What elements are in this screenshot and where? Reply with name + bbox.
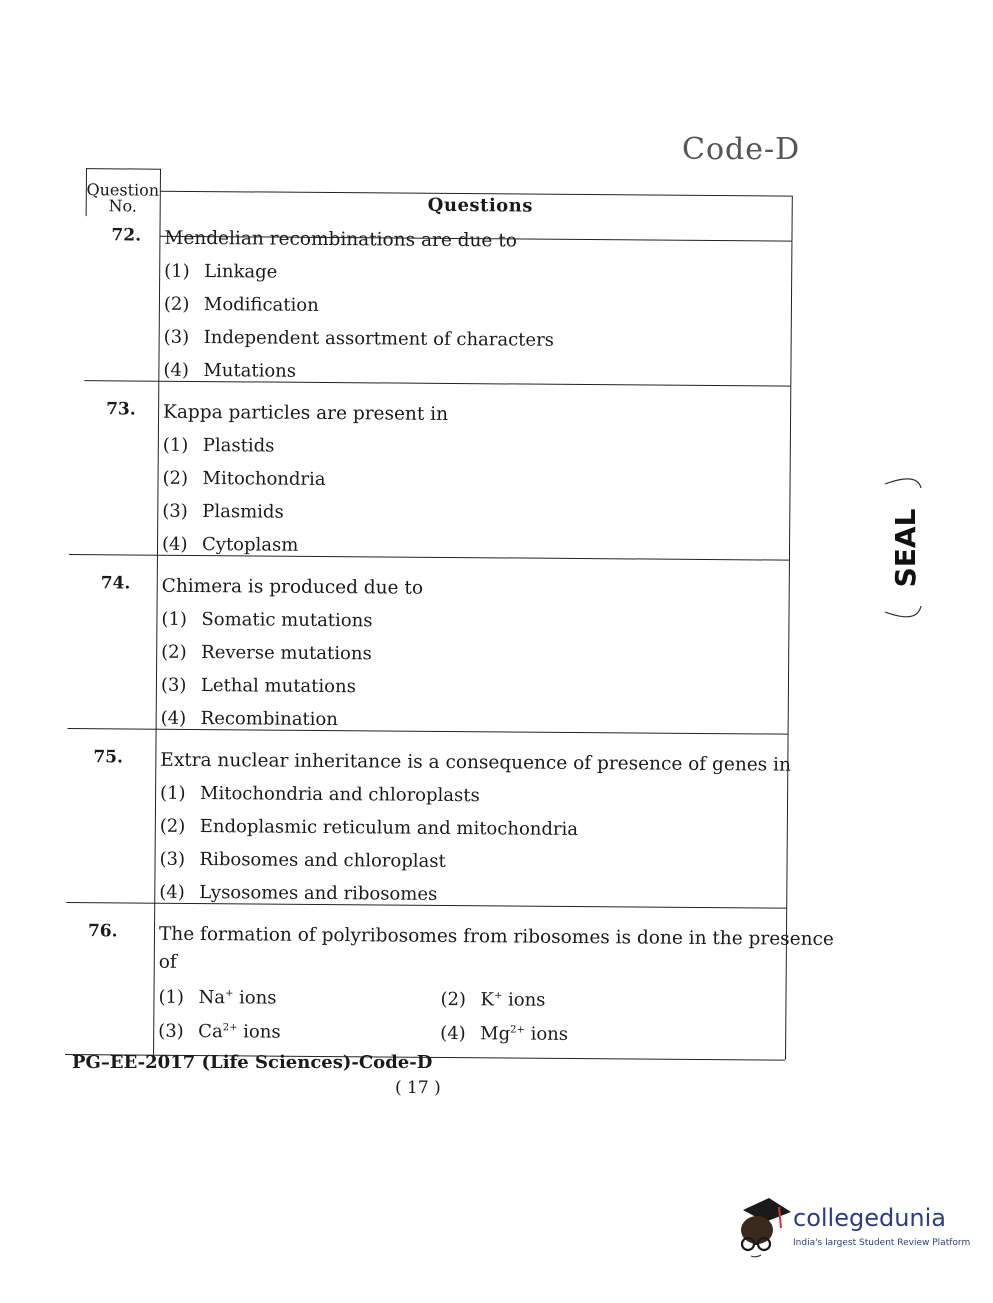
question-stem-line1: The formation of polyribosomes from ribosomes is done in the presence bbox=[158, 923, 834, 951]
collegedunia-logo bbox=[735, 1198, 971, 1268]
option bbox=[162, 501, 284, 523]
seal-text: SEAL bbox=[889, 508, 922, 588]
ion-charge: 2+ bbox=[510, 1024, 525, 1036]
option-number: (2) bbox=[440, 988, 467, 1011]
table-top-border-left bbox=[86, 168, 160, 170]
option-text: Independent assortment of characters bbox=[203, 327, 555, 351]
option-number: (3) bbox=[160, 674, 187, 696]
question-number: 76. bbox=[87, 921, 118, 942]
row-divider-74 bbox=[68, 728, 788, 735]
option-number: (3) bbox=[158, 1020, 184, 1042]
option bbox=[161, 642, 372, 665]
option bbox=[164, 327, 554, 351]
option bbox=[161, 609, 372, 632]
option-text: Mitochondria bbox=[202, 468, 326, 491]
option-number: (4) bbox=[159, 881, 185, 903]
option bbox=[440, 989, 545, 1011]
option-text: Lethal mutations bbox=[200, 675, 356, 698]
option-number: (3) bbox=[163, 326, 190, 348]
option-text: Linkage bbox=[204, 261, 278, 283]
option-number: (2) bbox=[162, 467, 189, 489]
option bbox=[159, 849, 445, 872]
question-stem-line2: of bbox=[158, 951, 177, 973]
row-divider-73 bbox=[69, 554, 789, 561]
option-text: Somatic mutations bbox=[201, 609, 373, 632]
question-number: 74. bbox=[100, 573, 131, 594]
option bbox=[164, 261, 277, 283]
header-qno-line1: Question bbox=[86, 180, 160, 200]
option-number: (4) bbox=[160, 707, 187, 729]
logo-wordmark: collegedunia bbox=[793, 1204, 947, 1232]
option-text: Reverse mutations bbox=[201, 642, 372, 665]
header-qno-line2: No. bbox=[108, 196, 137, 216]
ion-charge: + bbox=[493, 990, 503, 1002]
mascot-icon bbox=[735, 1198, 791, 1260]
option-number: (1) bbox=[162, 434, 189, 456]
seal-stamp bbox=[855, 478, 945, 618]
column-divider bbox=[153, 169, 161, 1055]
paper-footer: PG–EE-2017 (Life Sciences)-Code-D bbox=[72, 1052, 433, 1073]
ion-symbol: Mg bbox=[480, 1023, 511, 1045]
option-text: Lysosomes and ribosomes bbox=[199, 882, 438, 905]
option bbox=[161, 708, 338, 730]
option bbox=[159, 882, 437, 905]
logo-tagline: India's largest Student Review Platform bbox=[793, 1238, 971, 1248]
option bbox=[158, 987, 276, 1009]
option bbox=[164, 294, 319, 316]
option-number: (3) bbox=[162, 500, 188, 522]
option-number: (2) bbox=[159, 815, 186, 837]
option-text: Mitochondria and chloroplasts bbox=[200, 783, 480, 807]
question-stem: Mendelian recombinations are due to bbox=[164, 227, 517, 252]
ion-suffix: ions bbox=[524, 1023, 569, 1045]
question-table bbox=[65, 168, 834, 1066]
header-questions: Questions bbox=[427, 194, 534, 217]
option bbox=[161, 675, 356, 698]
option bbox=[160, 816, 578, 840]
option-number: (1) bbox=[161, 608, 188, 630]
option-number: (4) bbox=[440, 1022, 466, 1045]
ion-suffix: ions bbox=[237, 1021, 281, 1043]
page-number: ( 17 ) bbox=[395, 1078, 441, 1098]
question-number: 73. bbox=[106, 399, 136, 420]
paper-code-label: Code-D bbox=[682, 132, 801, 167]
option bbox=[163, 360, 296, 382]
option-number: (2) bbox=[161, 641, 187, 663]
option bbox=[158, 1021, 281, 1043]
option-text: Endoplasmic reticulum and mitochondria bbox=[199, 816, 579, 840]
option-text: Ribosomes and chloroplast bbox=[199, 849, 446, 872]
question-stem: Extra nuclear inheritance is a consequence of presence of genes in bbox=[160, 749, 792, 776]
question-number: 75. bbox=[93, 747, 124, 768]
option-number: (4) bbox=[161, 533, 188, 555]
ion-symbol: Na bbox=[198, 987, 226, 1009]
option bbox=[162, 468, 325, 490]
header-qno bbox=[86, 182, 160, 215]
option-number: (4) bbox=[163, 359, 189, 381]
seal-arc-bottom bbox=[885, 606, 921, 617]
question-stem: Kappa particles are present in bbox=[163, 401, 449, 425]
option bbox=[440, 1023, 568, 1045]
option-text: Cytoplasm bbox=[201, 534, 299, 556]
option-number: (1) bbox=[164, 260, 190, 282]
question-number: 72. bbox=[111, 225, 142, 246]
option-text: Plasmids bbox=[202, 501, 284, 523]
ion-charge: 2+ bbox=[222, 1022, 238, 1034]
option-text: Recombination bbox=[200, 708, 338, 731]
ion-symbol: K bbox=[480, 989, 495, 1011]
option bbox=[160, 783, 480, 807]
option-text: Plastids bbox=[202, 435, 275, 457]
seal-arc-top bbox=[885, 479, 921, 488]
option-number: (2) bbox=[163, 293, 190, 315]
row-divider-72 bbox=[84, 380, 790, 387]
option-text: Modification bbox=[203, 294, 319, 316]
option-number: (3) bbox=[159, 848, 186, 870]
ion-suffix: ions bbox=[233, 987, 277, 1009]
question-stem: Chimera is produced due to bbox=[161, 575, 424, 599]
option-number: (1) bbox=[158, 986, 185, 1008]
option-number: (1) bbox=[160, 782, 186, 804]
option-text: Mutations bbox=[203, 360, 297, 382]
option bbox=[163, 435, 275, 457]
ion-charge: + bbox=[224, 988, 234, 1000]
ion-suffix: ions bbox=[502, 989, 546, 1011]
option bbox=[162, 534, 298, 556]
ion-symbol: Ca bbox=[198, 1021, 223, 1043]
